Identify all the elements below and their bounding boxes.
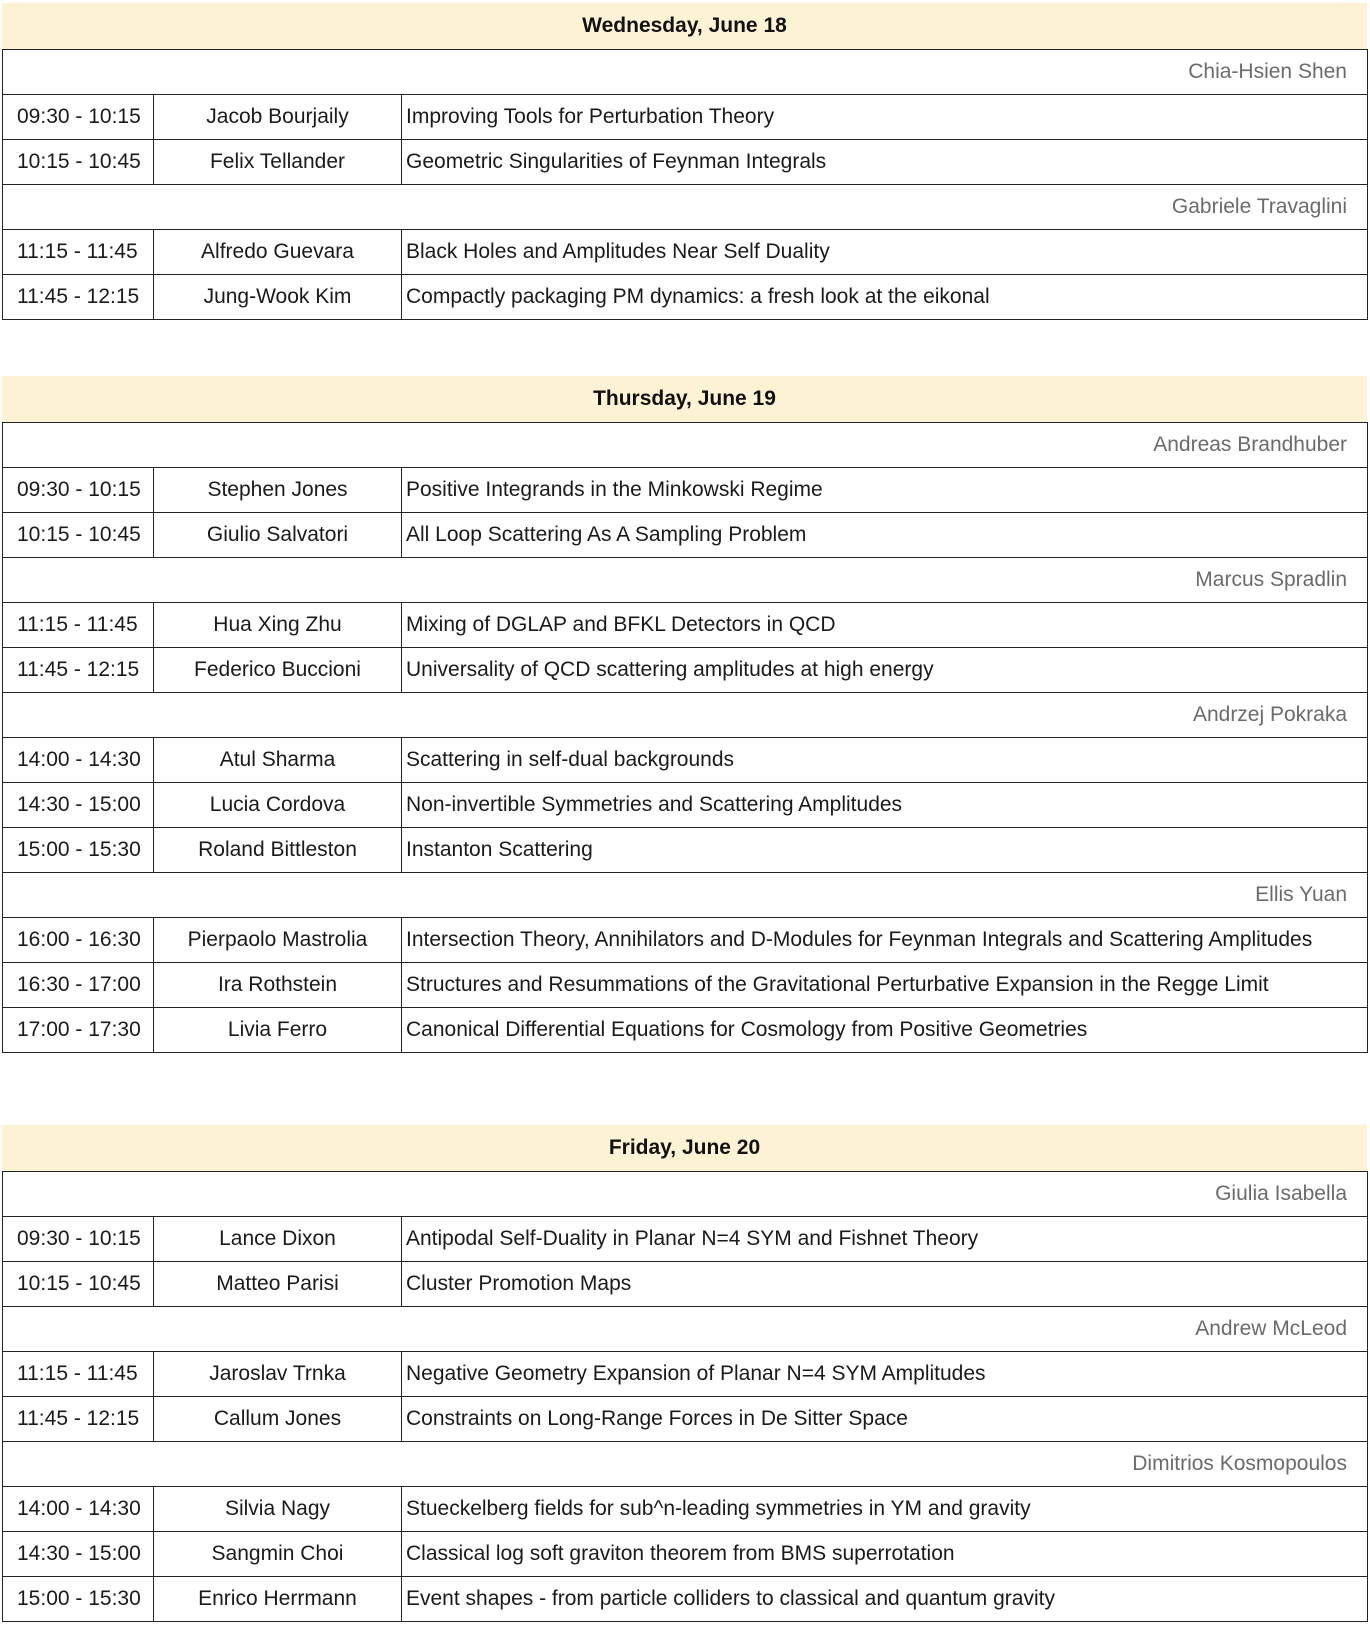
talk-row xyxy=(3,1262,1368,1307)
talk-time: 15:00 - 15:30 xyxy=(3,828,154,873)
talk-title: Cluster Promotion Maps xyxy=(402,1262,1368,1307)
talk-row xyxy=(3,1352,1368,1397)
talk-time: 09:30 - 10:15 xyxy=(3,1217,154,1262)
talk-speaker: Callum Jones xyxy=(154,1397,402,1442)
session-chair-row xyxy=(3,1442,1368,1487)
talk-time: 17:00 - 17:30 xyxy=(3,1008,154,1053)
session-chair-name: Giulia Isabella xyxy=(3,1172,1368,1217)
talk-speaker: Enrico Herrmann xyxy=(154,1577,402,1622)
talk-title: Canonical Differential Equations for Cosmology from Positive Geometries xyxy=(402,1008,1368,1053)
talk-title: Universality of QCD scattering amplitudes at high energy xyxy=(402,648,1368,693)
talk-time: 09:30 - 10:15 xyxy=(3,468,154,513)
talk-row xyxy=(3,783,1368,828)
talk-row xyxy=(3,468,1368,513)
talk-time: 11:45 - 12:15 xyxy=(3,648,154,693)
talk-time: 14:00 - 14:30 xyxy=(3,1487,154,1532)
talk-row xyxy=(3,648,1368,693)
talk-row xyxy=(3,1532,1368,1577)
talk-row xyxy=(3,95,1368,140)
day-section-wednesday xyxy=(2,3,1367,320)
talk-title: Instanton Scattering xyxy=(402,828,1368,873)
talk-time: 10:15 - 10:45 xyxy=(3,513,154,558)
schedule-table xyxy=(2,49,1368,320)
talk-row xyxy=(3,513,1368,558)
talk-row xyxy=(3,1217,1368,1262)
talk-title: Classical log soft graviton theorem from BMS superrotation xyxy=(402,1532,1368,1577)
talk-speaker: Ira Rothstein xyxy=(154,963,402,1008)
session-chair-name: Andreas Brandhuber xyxy=(3,423,1368,468)
talk-speaker: Silvia Nagy xyxy=(154,1487,402,1532)
talk-speaker: Pierpaolo Mastrolia xyxy=(154,918,402,963)
talk-speaker: Sangmin Choi xyxy=(154,1532,402,1577)
schedule-table xyxy=(2,422,1368,1053)
talk-row xyxy=(3,828,1368,873)
talk-speaker: Jung-Wook Kim xyxy=(154,275,402,320)
talk-speaker: Hua Xing Zhu xyxy=(154,603,402,648)
talk-time: 14:00 - 14:30 xyxy=(3,738,154,783)
session-chair-row xyxy=(3,423,1368,468)
talk-row xyxy=(3,918,1368,963)
talk-speaker: Roland Bittleston xyxy=(154,828,402,873)
talk-speaker: Jacob Bourjaily xyxy=(154,95,402,140)
talk-title: Mixing of DGLAP and BFKL Detectors in QCD xyxy=(402,603,1368,648)
session-chair-name: Chia-Hsien Shen xyxy=(3,50,1368,95)
talk-title: Antipodal Self-Duality in Planar N=4 SYM and Fishnet Theory xyxy=(402,1217,1368,1262)
session-chair-row xyxy=(3,693,1368,738)
day-header: Friday, June 20 xyxy=(2,1125,1367,1171)
talk-row xyxy=(3,1397,1368,1442)
talk-time: 16:30 - 17:00 xyxy=(3,963,154,1008)
session-chair-row xyxy=(3,185,1368,230)
talk-time: 11:45 - 12:15 xyxy=(3,1397,154,1442)
talk-time: 11:15 - 11:45 xyxy=(3,1352,154,1397)
talk-time: 14:30 - 15:00 xyxy=(3,1532,154,1577)
talk-speaker: Atul Sharma xyxy=(154,738,402,783)
talk-title: Constraints on Long-Range Forces in De Sitter Space xyxy=(402,1397,1368,1442)
session-chair-row xyxy=(3,558,1368,603)
talk-row xyxy=(3,603,1368,648)
talk-title: Non-invertible Symmetries and Scattering Amplitudes xyxy=(402,783,1368,828)
talk-speaker: Lucia Cordova xyxy=(154,783,402,828)
talk-time: 10:15 - 10:45 xyxy=(3,140,154,185)
talk-row xyxy=(3,738,1368,783)
session-chair-name: Andrew McLeod xyxy=(3,1307,1368,1352)
session-chair-name: Andrzej Pokraka xyxy=(3,693,1368,738)
session-chair-row xyxy=(3,1172,1368,1217)
talk-row xyxy=(3,230,1368,275)
talk-row xyxy=(3,1577,1368,1622)
talk-title: Structures and Resummations of the Gravitational Perturbative Expansion in the Regge Limit xyxy=(402,963,1368,1008)
talk-speaker: Alfredo Guevara xyxy=(154,230,402,275)
session-chair-row xyxy=(3,1307,1368,1352)
talk-speaker: Jaroslav Trnka xyxy=(154,1352,402,1397)
talk-speaker: Federico Buccioni xyxy=(154,648,402,693)
session-chair-row xyxy=(3,50,1368,95)
talk-time: 16:00 - 16:30 xyxy=(3,918,154,963)
talk-time: 09:30 - 10:15 xyxy=(3,95,154,140)
talk-row xyxy=(3,140,1368,185)
day-header: Wednesday, June 18 xyxy=(2,3,1367,49)
day-section-friday xyxy=(2,1125,1367,1622)
talk-time: 14:30 - 15:00 xyxy=(3,783,154,828)
session-chair-name: Ellis Yuan xyxy=(3,873,1368,918)
talk-speaker: Giulio Salvatori xyxy=(154,513,402,558)
session-chair-name: Marcus Spradlin xyxy=(3,558,1368,603)
talk-time: 11:15 - 11:45 xyxy=(3,603,154,648)
session-chair-name: Dimitrios Kosmopoulos xyxy=(3,1442,1368,1487)
talk-title: Geometric Singularities of Feynman Integrals xyxy=(402,140,1368,185)
talk-time: 11:15 - 11:45 xyxy=(3,230,154,275)
talk-speaker: Lance Dixon xyxy=(154,1217,402,1262)
talk-speaker: Livia Ferro xyxy=(154,1008,402,1053)
talk-time: 10:15 - 10:45 xyxy=(3,1262,154,1307)
talk-title: Scattering in self-dual backgrounds xyxy=(402,738,1368,783)
talk-row xyxy=(3,963,1368,1008)
talk-title: Negative Geometry Expansion of Planar N=4 SYM Amplitudes xyxy=(402,1352,1368,1397)
talk-time: 15:00 - 15:30 xyxy=(3,1577,154,1622)
talk-title: Improving Tools for Perturbation Theory xyxy=(402,95,1368,140)
talk-speaker: Matteo Parisi xyxy=(154,1262,402,1307)
day-header: Thursday, June 19 xyxy=(2,376,1367,422)
talk-title: Black Holes and Amplitudes Near Self Duality xyxy=(402,230,1368,275)
session-chair-name: Gabriele Travaglini xyxy=(3,185,1368,230)
talk-row xyxy=(3,275,1368,320)
talk-row xyxy=(3,1008,1368,1053)
talk-title: Compactly packaging PM dynamics: a fresh look at the eikonal xyxy=(402,275,1368,320)
talk-speaker: Stephen Jones xyxy=(154,468,402,513)
talk-title: Positive Integrands in the Minkowski Regime xyxy=(402,468,1368,513)
schedule-table xyxy=(2,1171,1368,1622)
talk-title: All Loop Scattering As A Sampling Problem xyxy=(402,513,1368,558)
talk-title: Stueckelberg fields for sub^n-leading symmetries in YM and gravity xyxy=(402,1487,1368,1532)
talk-title: Intersection Theory, Annihilators and D-Modules for Feynman Integrals and Scattering Amplitudes xyxy=(402,918,1368,963)
talk-row xyxy=(3,1487,1368,1532)
talk-title: Event shapes - from particle colliders to classical and quantum gravity xyxy=(402,1577,1368,1622)
talk-time: 11:45 - 12:15 xyxy=(3,275,154,320)
day-section-thursday xyxy=(2,376,1367,1053)
session-chair-row xyxy=(3,873,1368,918)
talk-speaker: Felix Tellander xyxy=(154,140,402,185)
